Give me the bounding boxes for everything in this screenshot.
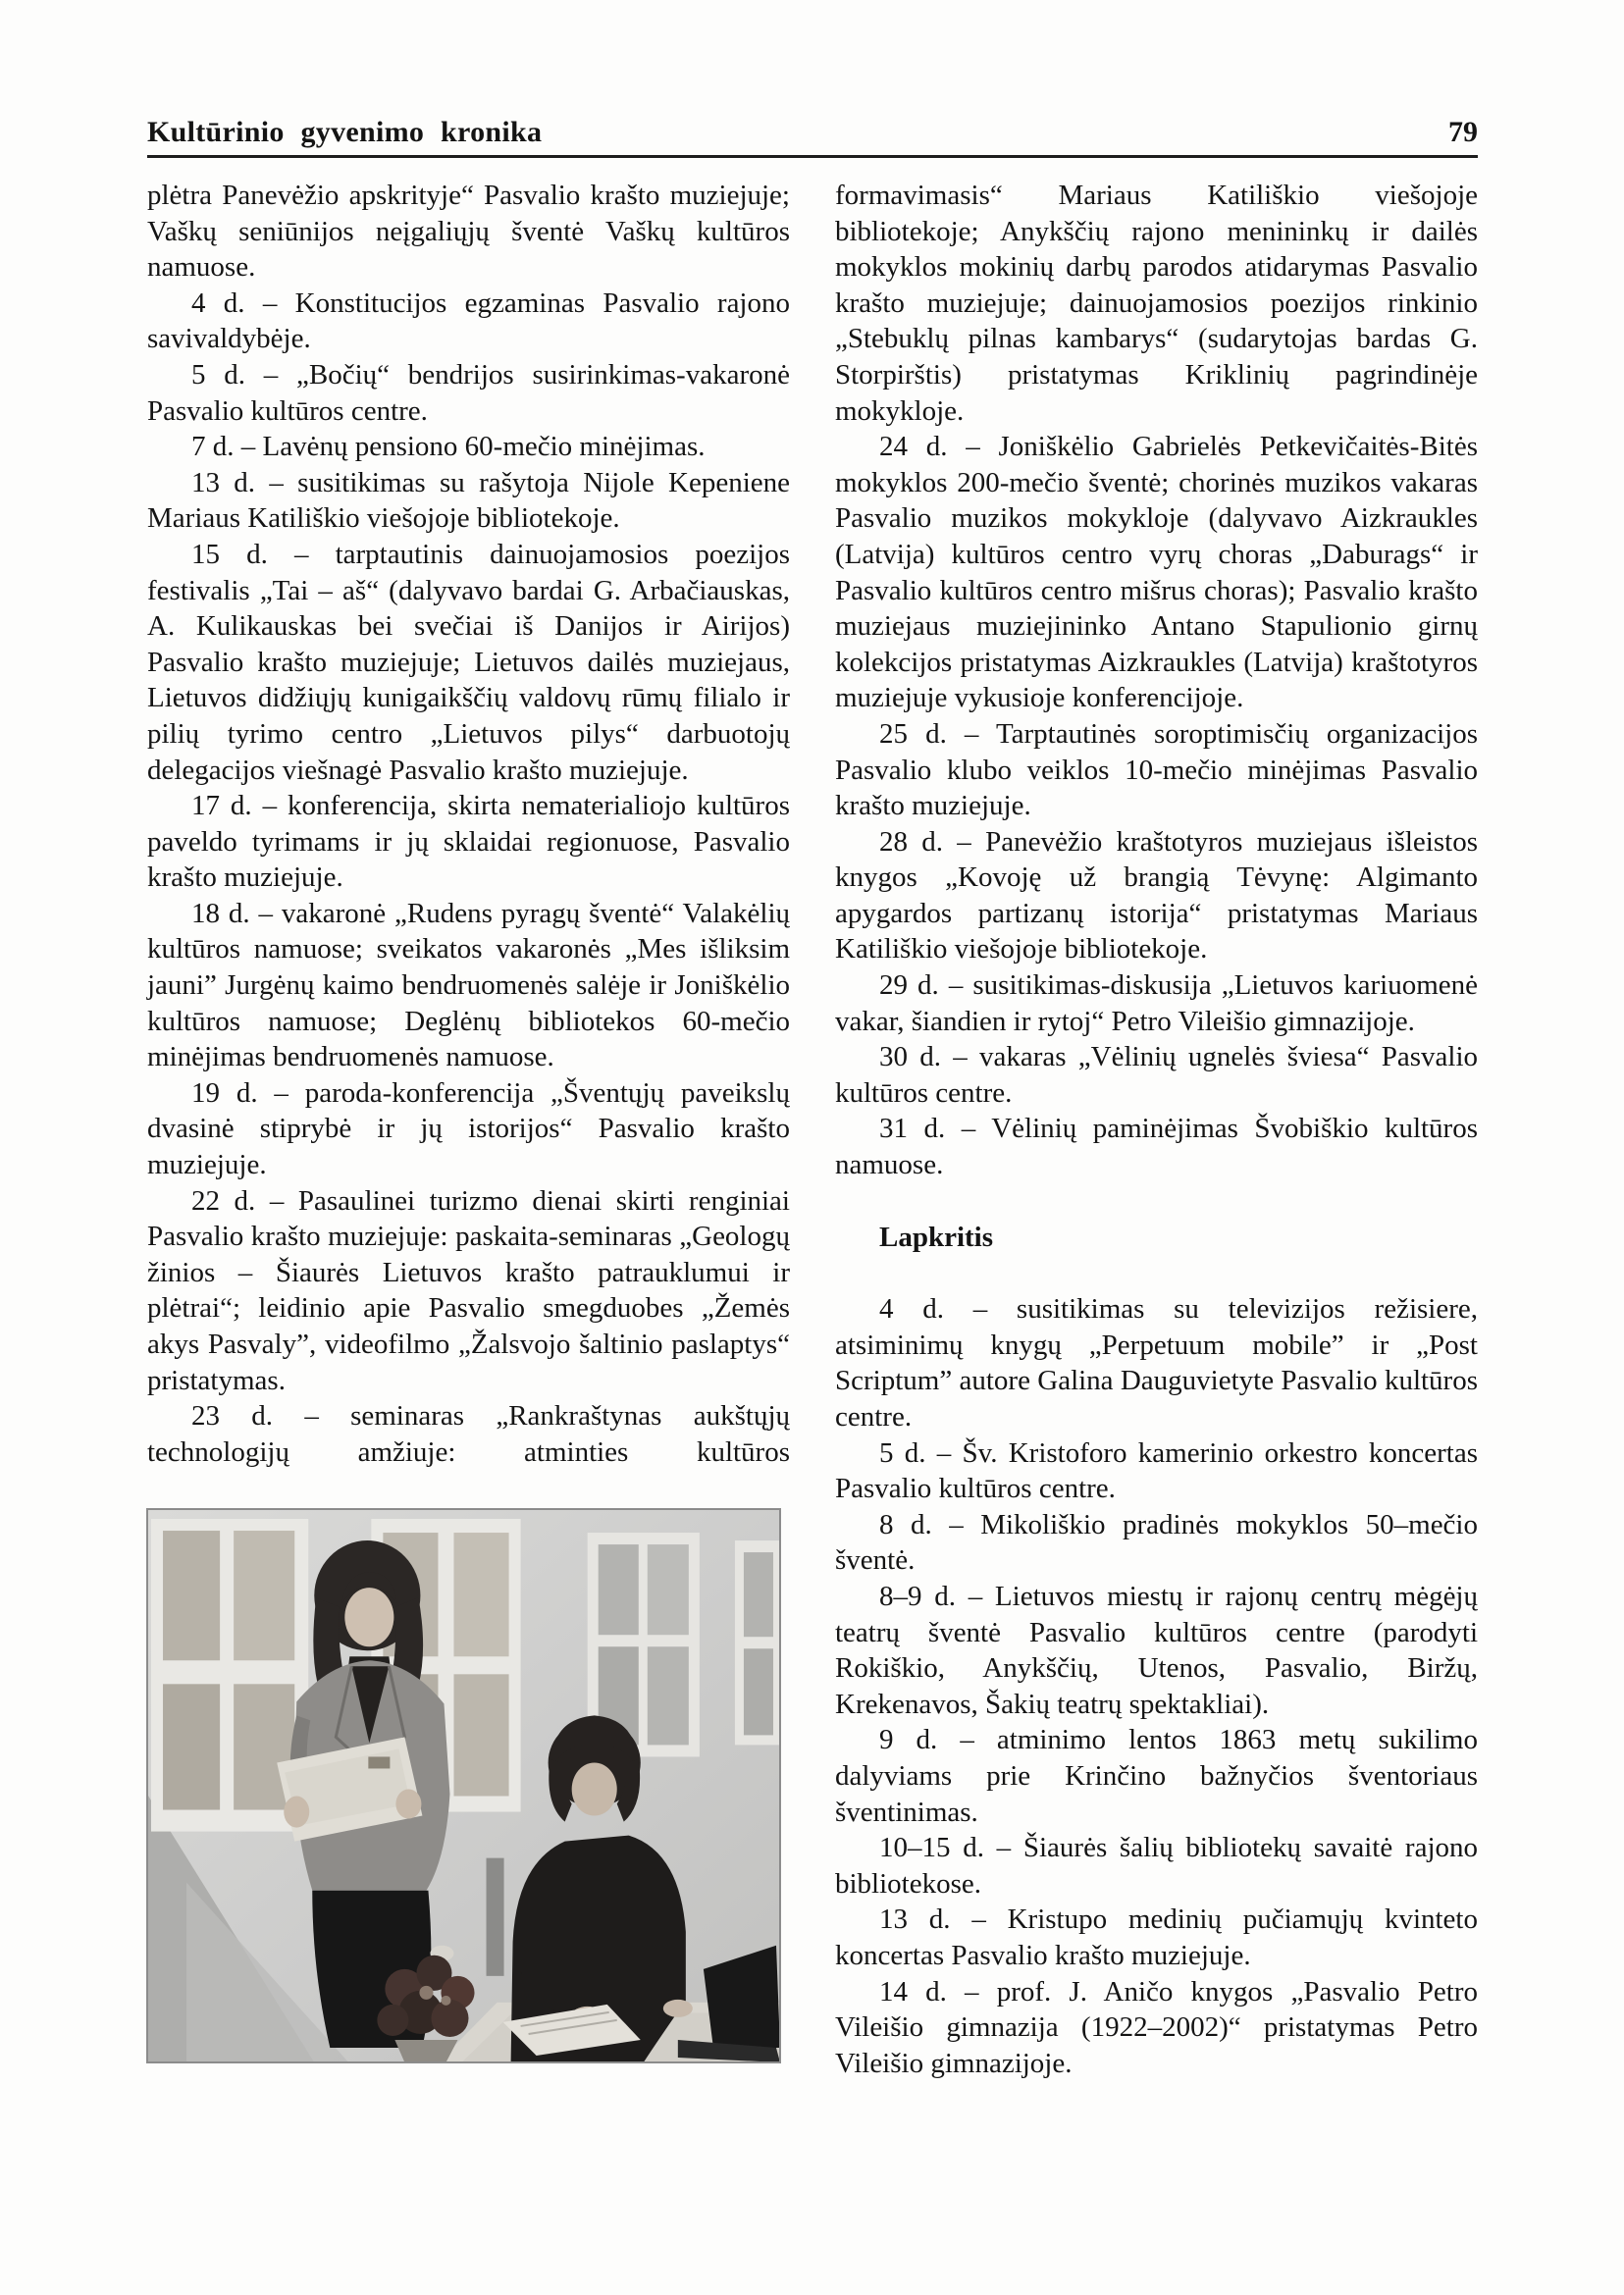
chronicle-entry: 14 d. – prof. J. Aničo knygos „Pasvalio Petro Vileišio gimnazija (1922–2002)“ pristatymas Petro Vileišio gimnazijoje. <box>835 1975 1478 2079</box>
chronicle-entry: 17 d. – konferencija, skirta nematerialiojo kultūros paveldo tyrimams ir jų sklaidai regionuose, Pasvalio krašto muziejuje. <box>147 790 790 894</box>
chronicle-entry: 23 d. – seminaras „Rankraštynas aukštųjų technologijų amžiuje: atminties kultūros <box>147 1400 790 1468</box>
chronicle-entry: 9 d. – atminimo lentos 1863 metų sukilimo dalyviams prie Krinčino bažnyčios šventoriaus šventinimas. <box>835 1724 1478 1828</box>
chronicle-entry: 8–9 d. – Lietuvos miestų ir rajonų centrų mėgėjų teatrų šventė Pasvalio kultūros centre (parodyti Rokiškio, Anykščių, Utenos, Pasvalio, Biržų, Krekenavos, Šakių teatrų spektakliai). <box>835 1580 1478 1720</box>
chronicle-entry: 8 d. – Mikoliškio pradinės mokyklos 50–mečio šventė. <box>835 1508 1478 1577</box>
chronicle-entry: 5 d. – Šv. Kristoforo kamerinio orkestro koncertas Pasvalio kultūros centre. <box>835 1436 1478 1505</box>
chronicle-entry: 13 d. – Kristupo medinių pučiamųjų kvinteto koncertas Pasvalio krašto muziejuje. <box>835 1904 1478 1971</box>
chronicle-entry-continuation: formavimasis“ Mariaus Katiliškio viešojoje bibliotekoje; Anykščių rajono menininkų ir dailės mokyklos mokinių darbų parodos atidarymas Pasvalio krašto muziejuje; dainuojamosios poezijos rinkinio „Stebuklų pilnas kambarys“ (sudarytojas bardas G. Storpirštis) pristatymas Kriklinių pagrindinėje mokykloje. <box>835 180 1478 427</box>
wall-frame-far-right <box>735 1540 780 1745</box>
chronicle-entry: 10–15 d. – Šiaurės šalių bibliotekų savaitė rajono bibliotekose. <box>835 1832 1478 1900</box>
chronicle-entry: 30 d. – vakaras „Vėlinių ugnelės šviesa“ Pasvalio kultūros centre. <box>835 1041 1478 1109</box>
section-heading-lapkritis: Lapkritis <box>879 1221 994 1253</box>
header-rule <box>147 155 1478 158</box>
chronicle-entry: 25 d. – Tarptautinės soroptimisčių organizacijos Pasvalio klubo veiklos 10-mečio minėjimas Pasvalio krašto muziejuje. <box>835 717 1478 822</box>
chronicle-entry: 4 d. – susitikimas su televizijos režisiere, atsiminimų knygų „Perpetuum mobile” ir „Post Scriptum” autore Galina Dauguvietyte Pasvalio kultūros centre. <box>835 1293 1478 1433</box>
chronicle-entry: 13 d. – susitikimas su rašytoja Nijole Kepeniene Mariaus Katiliškio viešojoje bibliotekoje. <box>147 466 790 535</box>
chronicle-entry: 28 d. – Panevėžio kraštotyros muziejaus išleistos knygos „Kovoję už brangią Tėvynę: Algimanto apygardos partizanų istorija“ pristatymas Mariaus Katiliškio viešojoje bibliotekoje. <box>835 825 1478 965</box>
chronicle-entry: 24 d. – Joniškėlio Gabrielės Petkevičaitės-Bitės mokyklos 200-mečio šventė; chorinės muzikos vakaras Pasvalio muzikos mokykloje (dalyvavo Aizkraukles (Latvija) kultūros centro vyrų choras „Daburags“ ir Pasvalio kultūros centro mišrus choras); Pasvalio krašto muziejaus muziejininko Antano Stapulionio girnų kolekcijos pristatymas Aizkraukles (Latvija) kraštotyros muziejuje vykusioje konferencijoje. <box>835 431 1478 714</box>
chronicle-entry: 31 d. – Vėlinių paminėjimas Švobiškio kultūros namuose. <box>835 1113 1478 1181</box>
page-number: 79 <box>1448 116 1478 148</box>
chronicle-entry: 15 d. – tarptautinis dainuojamosios poezijos festivalis „Tai – aš“ (dalyvavo bardai G. Arbačiauskas, A. Kulikauskas bei svečiai iš Danijos ir Airijos) Pasvalio krašto muziejuje; Lietuvos dailės muziejaus, Lietuvos didžiųjų kunigaikščių valdovų rūmų filialo ir pilių tyrimo centro „Lietuvos pilys“ darbuotojų delegacijos viešnagė Pasvalio krašto muziejuje. <box>147 538 790 786</box>
event-photo <box>147 1509 780 2062</box>
chronicle-entry: 7 d. – Lavėnų pensiono 60-mečio minėjimas. <box>191 431 706 463</box>
left-column <box>147 178 790 2081</box>
chronicle-entry: 19 d. – paroda-konferencija „Šventųjų paveikslų dvasinė stiprybė ir jų istorijos“ Pasvalio krašto muziejuje. <box>147 1076 790 1181</box>
page-header <box>147 116 1478 149</box>
page-body <box>147 178 1478 2081</box>
event-photo-illustration <box>147 1509 780 2062</box>
running-title: Kultūrinio gyvenimo kronika <box>147 116 543 148</box>
chair-back <box>487 1858 504 1976</box>
chronicle-entry-continuation: plėtra Panevėžio apskrityje“ Pasvalio krašto muziejuje; Vaškų seniūnijos neįgaliųjų šventė Vaškų kultūros namuose. <box>147 180 790 284</box>
right-column <box>835 178 1478 2081</box>
chronicle-entry: 5 d. – „Bočių“ bendrijos susirinkimas-vakaronė Pasvalio kultūros centre. <box>147 358 790 427</box>
chronicle-entry: 18 d. – vakaronė „Rudens pyragų šventė“ Valakėlių kultūros namuose; sveikatos vakaronės „Mes išliksim jauni” Jurgėnų kaimo bendruomenės salėje ir Joniškėlio kultūros namuose; Deglėnų bibliotekos 60-mečio minėjimas bendruomenės namuose. <box>147 897 790 1073</box>
chronicle-entry: 29 d. – susitikimas-diskusija „Lietuvos kariuomenė vakar, šiandien ir rytoj“ Petro Vileišio gimnazijoje. <box>835 969 1478 1037</box>
chronicle-entry: 4 d. – Konstitucijos egzaminas Pasvalio rajono savivaldybėje. <box>147 287 790 355</box>
chronicle-entry: 22 d. – Pasaulinei turizmo dienai skirti renginiai Pasvalio krašto muziejuje: paskaita-seminaras „Geologų žinios – Šiaurės Lietuvos krašto patrauklumui ir plėtrai“; leidinio apie Pasvalio smegduobes „Žemės akys Pasvaly”, videofilmo „Žalsvojo šaltinio paslaptys“ pristatymas. <box>147 1184 790 1396</box>
